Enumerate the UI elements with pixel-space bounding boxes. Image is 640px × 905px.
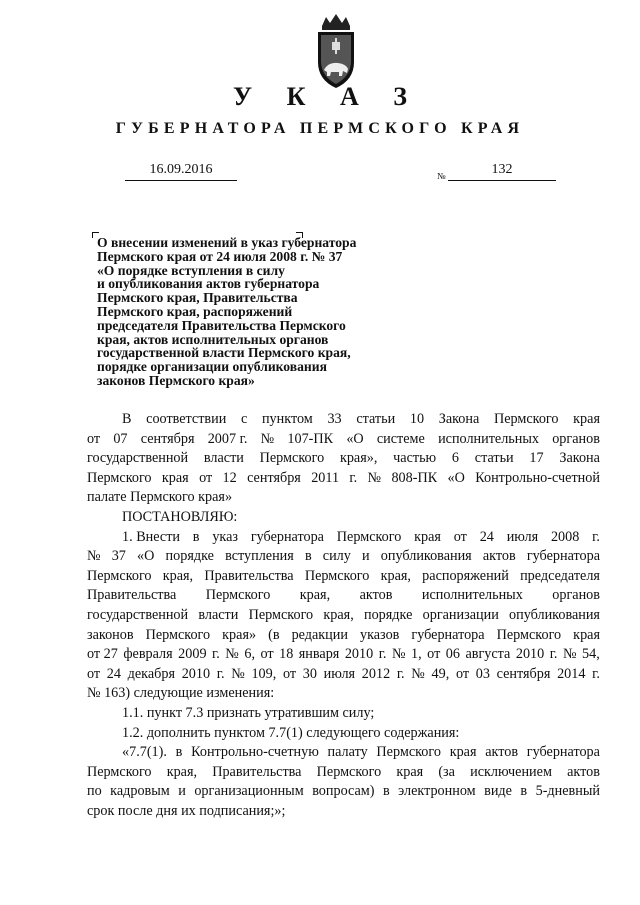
word: края,: [380, 567, 411, 584]
word: 2009: [178, 646, 207, 663]
word: г.: [396, 665, 405, 682]
word: 10: [409, 411, 425, 427]
word: Пермского: [205, 587, 271, 604]
word: 107-ПК: [287, 430, 334, 447]
word: 33: [327, 411, 342, 427]
word: сентября: [496, 665, 551, 682]
word: вопросам): [312, 783, 375, 800]
word: №: [231, 665, 245, 682]
word: «О: [137, 548, 155, 565]
word: №: [411, 665, 425, 682]
body-line: [87, 547, 600, 567]
word: губернатора: [250, 528, 324, 545]
word: 109,: [251, 665, 277, 682]
list-item: 1.2. дополнить пунктом 7.7(1) следующего содержания:: [122, 724, 460, 741]
word: в: [192, 528, 200, 545]
word: от: [427, 646, 441, 663]
decree-keyword: ПОСТАНОВЛЯЮ:: [122, 508, 238, 525]
body-line: [87, 645, 600, 665]
word: власти: [198, 606, 239, 623]
word: Пермского: [493, 411, 559, 427]
word: края,: [299, 587, 331, 604]
word: актов: [359, 587, 393, 604]
word: Пермского: [145, 626, 211, 643]
word: 49,: [431, 665, 450, 682]
word: «О: [346, 430, 364, 447]
body-line: палате Пермского края»: [87, 489, 233, 506]
word: электронном: [398, 783, 476, 800]
heading-line: председателя Правительства Пермского: [97, 317, 346, 333]
word: (за: [438, 763, 455, 780]
word: организационным: [194, 783, 304, 800]
word: края: [573, 411, 600, 427]
word: края»,: [339, 450, 378, 467]
word: 2011: [311, 469, 340, 486]
word: г.: [549, 646, 558, 663]
word: края: [573, 626, 600, 643]
word: власти: [203, 450, 244, 467]
word: «7.7(1).: [122, 744, 167, 761]
body-line: [87, 528, 600, 548]
word: исключением: [470, 763, 552, 780]
heading-line: и опубликования актов губернатора: [97, 276, 320, 292]
word: Пермского: [248, 606, 314, 623]
heading-line: «О порядке вступления в силу: [97, 262, 285, 278]
word: от: [260, 646, 274, 663]
body-line: [87, 449, 600, 469]
word: опубликования: [380, 548, 472, 565]
number-sign: №: [437, 171, 446, 181]
word: Пермского: [87, 763, 152, 780]
body-line: срок после дня их подписания;»;: [87, 802, 286, 819]
word: края,: [162, 567, 194, 584]
word: государственной: [87, 450, 189, 467]
word: актов: [482, 548, 516, 565]
word: Правительства: [204, 567, 294, 584]
word: 17: [529, 450, 544, 467]
word: указ: [212, 528, 238, 545]
heading-line: законов Пермского края»: [97, 372, 255, 388]
word: 808-ПК: [391, 469, 438, 486]
body-line: [87, 606, 600, 626]
word: порядке: [364, 606, 413, 623]
word: 07: [113, 430, 128, 447]
word: края: [414, 528, 441, 545]
word: августа: [465, 646, 511, 663]
word: губернатора: [526, 548, 600, 565]
word: Пермского: [304, 567, 370, 584]
word: 2012: [361, 665, 391, 682]
word: Пермского: [316, 763, 382, 780]
word: виде: [484, 783, 512, 800]
word: опубликования: [509, 606, 600, 623]
heading-line: О внесении изменений в указ губернатора: [97, 235, 357, 250]
word: соответствии: [146, 411, 227, 427]
word: с: [240, 411, 248, 427]
word: от: [282, 665, 297, 682]
word: губернатора: [526, 744, 600, 761]
word: от: [199, 469, 213, 486]
word: 5-дневный: [535, 783, 600, 800]
word: №: [225, 646, 239, 663]
word: в: [520, 783, 528, 800]
word: 2010: [344, 646, 374, 663]
word: 18: [279, 646, 294, 663]
word: №: [367, 469, 382, 486]
word: вступления: [225, 548, 294, 565]
word: кадровым: [110, 783, 170, 800]
decree-title: У К А З: [233, 82, 421, 111]
word: силу: [322, 548, 351, 565]
word: организации: [422, 606, 499, 623]
heading-line: государственной власти Пермского края,: [97, 345, 351, 361]
word: и: [178, 783, 186, 800]
body-line: № 163) следующие изменения:: [87, 685, 275, 702]
word: 1,: [411, 646, 422, 663]
word: края»: [222, 626, 257, 643]
word: Пермского: [496, 626, 562, 643]
word: указов: [359, 626, 400, 643]
word: г.: [212, 646, 220, 663]
body-line: [87, 430, 600, 450]
word: 1. Внести: [122, 528, 180, 545]
word: порядке: [165, 548, 214, 565]
word: 24: [106, 665, 121, 682]
word: Пермского: [259, 450, 325, 467]
word: Закона: [559, 450, 600, 467]
word: 54,: [582, 646, 600, 663]
decree-number: 132: [448, 162, 556, 181]
word: законов: [87, 626, 134, 643]
word: февраля: [123, 646, 173, 663]
word: края: [161, 469, 189, 486]
word: губернатора: [411, 626, 485, 643]
word: и: [362, 548, 370, 565]
word: 2008: [550, 528, 580, 545]
word: от: [455, 665, 470, 682]
body-line: [87, 743, 600, 763]
word: 03: [475, 665, 490, 682]
body-line: [87, 763, 600, 783]
word: г.: [349, 469, 358, 486]
word: 30: [302, 665, 317, 682]
word: г.: [378, 646, 387, 663]
body-line: [87, 665, 600, 685]
heading-line: порядке организации опубликования: [97, 359, 327, 375]
word: Пермского: [376, 744, 441, 761]
word: июля: [323, 665, 356, 682]
word: статьи: [474, 450, 514, 467]
heading-line: края, актов исполнительных органов: [97, 331, 329, 347]
word: №: [562, 646, 577, 663]
coat-of-arms-emblem: [308, 12, 364, 90]
word: 6: [451, 450, 460, 467]
word: по: [87, 783, 102, 800]
word: от: [453, 528, 467, 545]
word: 6,: [244, 646, 255, 663]
word: Пермского: [87, 469, 152, 486]
decree-body: [87, 410, 600, 821]
decree-heading: [97, 236, 397, 388]
word: 2014: [557, 665, 586, 682]
decree-date: 16.09.2016: [125, 162, 237, 181]
word: пунктом: [261, 411, 313, 427]
word: края: [396, 763, 424, 780]
word: Контрольно-счетной: [475, 469, 600, 486]
word: исполнительных: [438, 430, 539, 447]
word: края,: [166, 763, 198, 780]
word: 2010: [181, 665, 211, 682]
word: января: [298, 646, 340, 663]
word: 2010: [515, 646, 545, 663]
word: исполнительных: [421, 587, 523, 604]
word: актов: [567, 763, 600, 780]
heading-line: Пермского края от 24 июля 2008 г. № 37: [97, 248, 343, 264]
word: от 27: [87, 646, 118, 663]
word: сентября: [247, 469, 301, 486]
word: (в: [268, 626, 280, 643]
word: Пермского: [336, 528, 402, 545]
word: Контрольно-счетную: [191, 744, 319, 761]
word: №: [391, 646, 406, 663]
issuer-line: ГУБЕРНАТОРА ПЕРМСКОГО КРАЯ: [115, 120, 525, 137]
body-line: [87, 586, 600, 606]
word: г.: [592, 528, 600, 545]
body-line: [87, 410, 600, 430]
word: органов: [552, 587, 600, 604]
list-item: 1.1. пункт 7.3 признать утратившим силу;: [122, 704, 375, 721]
word: статьи: [356, 411, 396, 427]
word: органов: [552, 430, 600, 447]
word: края,: [323, 606, 354, 623]
word: от: [87, 665, 101, 682]
word: палату: [327, 744, 368, 761]
body-line: [87, 626, 600, 646]
word: в: [175, 744, 183, 761]
word: системе: [376, 430, 425, 447]
word: №: [87, 548, 101, 565]
word: 24: [479, 528, 494, 545]
word: в: [304, 548, 312, 565]
word: сентября: [140, 430, 195, 447]
word: В: [122, 411, 132, 427]
word: июля: [506, 528, 539, 545]
body-line: [87, 782, 600, 802]
word: 37: [111, 548, 126, 565]
word: №: [260, 430, 275, 447]
word: частью: [393, 450, 437, 467]
word: Пермского: [87, 567, 152, 584]
word: в: [382, 783, 390, 800]
body-line: [87, 567, 600, 587]
word: декабря: [127, 665, 176, 682]
heading-line: Пермского края, распоряжений: [97, 303, 293, 319]
word: государственной: [87, 606, 189, 623]
body-line: [87, 469, 600, 489]
heading-line: Пермского края, Правительства: [97, 290, 298, 306]
word: 12: [222, 469, 237, 486]
word: г.: [216, 665, 225, 682]
word: распоряжений: [422, 567, 509, 584]
word: редакции: [291, 626, 348, 643]
word: председателя: [520, 567, 600, 584]
word: Закона: [438, 411, 480, 427]
word: Правительства: [87, 587, 177, 604]
word: Правительства: [212, 763, 302, 780]
word: актов: [485, 744, 519, 761]
word: г.: [592, 665, 600, 682]
word: от: [87, 430, 101, 447]
word: «О: [447, 469, 465, 486]
word: 06: [445, 646, 460, 663]
word: края: [449, 744, 477, 761]
word: 2007 г.: [207, 430, 248, 447]
